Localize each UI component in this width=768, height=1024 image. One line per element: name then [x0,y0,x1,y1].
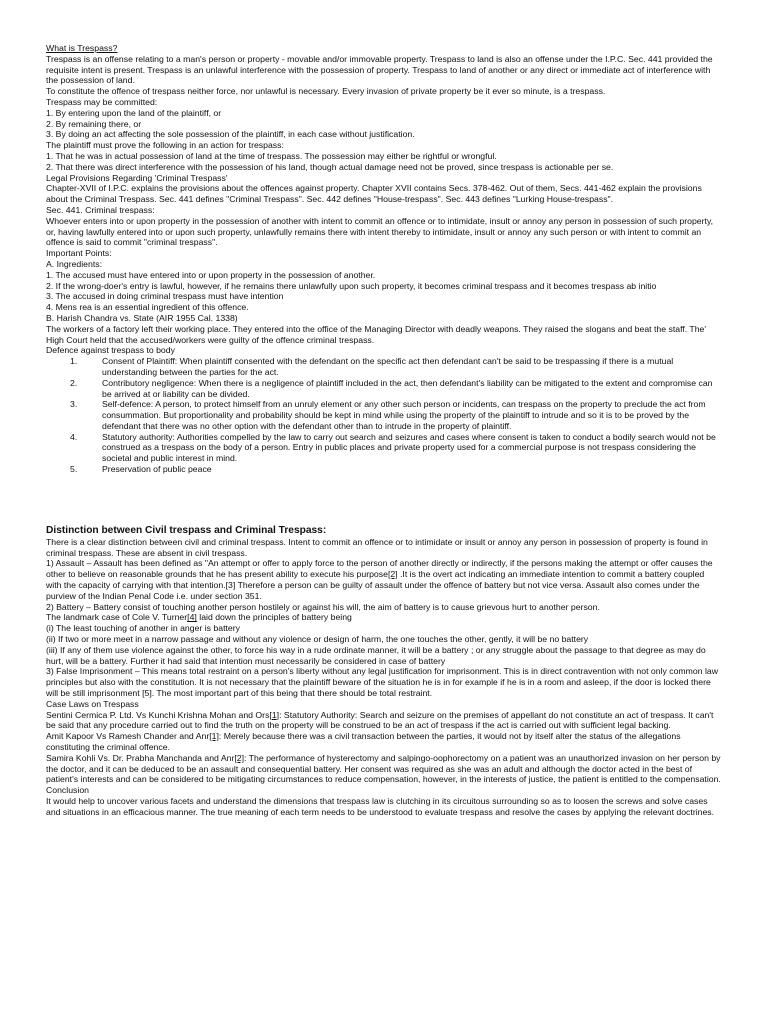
text-run: Amit Kapoor Vs Ramesh Chander and Anr [46,731,210,742]
list-item [46,356,722,378]
subheading: Defence against trespass to body [46,345,175,356]
list-item: 1. That he was in actual possession of land at the time of trespass. The possession may either be rightful or wrongful. [46,150,497,161]
footnote-link[interactable]: [1] [209,731,219,742]
document-page [46,43,722,818]
paragraph: Chapter-XVII of I.P.C. explains the provisions about the offences against property. Chapter XVII contains Secs. 378-462. Out of them, Secs. 441-462 explain the provisions about the Criminal Trespass. Sec. 441 defines "Criminal Trespass". Sec. 442 defines "House-trespass". Sec. 443 defines "Lurking House-trespass". [46,183,702,205]
list-item: 3. The accused in doing criminal trespass must have intention [46,291,284,302]
text-run: : Merely because there was a civil transaction between the parties, it would not by itself alter the status of the allegations constituting the criminal offence. [46,731,681,753]
footnote-link[interactable]: [2] [387,569,398,580]
list-number: 3. [70,399,78,410]
list-item: 2. That there was direct interference with the possession of his land, though actual damage need not be proved, since trespass is actionable per se. [46,161,614,172]
case-paragraph [46,731,722,753]
paragraph: Whoever enters into or upon property in the possession of another with intent to commit an offence or to intimidate, insult or annoy any person in possession of such property, or, having lawfully entered into or upon such property, unlawfully remains there with intent thereby to intimidate, insult or annoy any such person or with intent to commit an offence is said to commit "criminal trespass". [46,215,714,248]
list-item [46,378,722,400]
paragraph: The workers of a factory left their working place. They entered into the office of the Managing Director with deadly weapons. They raised the slogans and beat the staff. The' High Court held that the accused/workers were guilty of the offence criminal trespass. [46,323,707,345]
text-run: Therefore a person can be guilty of assault under the offence of battery but not vice versa. Assault also comes under the purview of the Indian Penal Code i.e. under section 351. [46,580,700,601]
list-item: (ii) If two or more meet in a narrow passage and without any violence or design of harm, the one touches the other, gently, it will be no battery [46,634,589,645]
section-spacer [46,475,722,524]
subheading: Important Points: [46,248,112,259]
text-run: : Statutory Authority: Search and seizure on the premises of appellant do not constitute an act of trespass. It can't be said that any procedure carried out to find the truth on the property will be construed to be an act of trespass if the act is carried out with sufficient legal backing. [46,709,714,731]
footnote-link[interactable]: [4] [187,612,197,623]
list-item: 4. Mens rea is an essential ingredient of this offence. [46,302,249,313]
text-run: 1) Assault – Assault has been defined as "An attempt or offer to apply force to the person of another directly or indirectly, if the persons making the attempt or offer causes the other to believe on reasonable grounds that he has present ability to execute his purpose [46,558,713,580]
case-citation: B. Harish Chandra vs. State (AIR 1955 Cal. 1338) [46,312,238,323]
subheading: Sec. 441. Criminal trespass: [46,204,155,215]
footnote-link[interactable]: [2] [234,752,245,763]
list-item: 1. The accused must have entered into or upon property in the possession of another. [46,269,376,280]
list-number: 5. [70,464,78,475]
list-item: 1. By entering upon the land of the plaintiff, or [46,107,222,118]
paragraph: It would help to uncover various facets and understand the dimensions that trespass law is clutching in its circuitous surrounding so as to loosen the screws and solve cases and situations in an efficacious manner. The true meaning of each term needs to be understood to evaluate trespass and resolve the cases by applying the relevant doctrines. [46,796,715,817]
list-item: 2. If the wrong-doer's entry is lawful, however, if he remains there unlawfully upon such property, it becomes criminal trespass and it becomes trespass ab initio [46,280,657,291]
list-text: Preservation of public peace [102,464,212,475]
list-item [46,432,722,464]
subheading: Case Laws on Trespass [46,698,139,709]
footnote-ref: [3] [225,580,236,591]
list-text: Statutory authority: Authorities compelled by the law to carry out search and seizures and cases where consent is taken to conduct a bodily search would not be construed as a trespass on the body of a person. Entry in public places and private property used for a commercial purpose is not trespass considering the societal and public interest in mind. [102,431,716,464]
paragraph: 3) False Imprisonment – This means total restraint on a person's liberty without any legal justification for imprisonment. This is in direct contravention with not only common law principles but also with the constitution. It is not necessary that the plaintiff beware of the situation he is in for example if he is in a room and asleep, if the door is locked there will be still imprisonment [5]. The most important part of this being that there should be total restraint. [46,666,719,699]
list-item: (iii) If any of them use violence against the other, to force his way in a rude ordinate manner, it will be a battery ; or any struggle about the passage to that degree as may do hurt, will be a battery. Further it had said that intention must necessarily be considered in case of battery [46,644,706,666]
case-paragraph [46,710,722,732]
list-item [46,399,722,431]
subheading: A. Ingredients: [46,258,103,269]
section-heading: Distinction between Civil trespass and Criminal Trespass: [46,524,327,536]
paragraph: 2) Battery – Battery consist of touching another person hostilely or against his will, the aim of battery is to cause grievous hurt to another person. [46,601,600,612]
subheading: Conclusion [46,785,89,796]
list-text: Contributory negligence: When there is a negligence of plaintiff included in the act, then defendant's liability can be mitigated to the extent and compromise can be arrived at or liability can be divided. [102,377,713,399]
text-run: : The performance of hysterectomy and salpingo-oophorectomy on a patient was an unauthorized invasion on her person by the doctor, and it can be deduced to be an assault and consequential battery. Her consent was required as she was an adult and although the doctor acted in the best of patient's interests and can be considered to be mitigating circumstances to reduce compensation, however, in the interests of justice, the patient is entitled to the compensation. [46,752,721,785]
footnote-link[interactable]: [1] [269,709,280,720]
paragraph: Trespass may be committed: [46,96,158,107]
paragraph: Trespass is an offense relating to a man's person or property - movable and/or immovable property. Trespass to land is also an offense under the I.P.C. Sec. 441 provided the requisite intent is present. Trespass is an unlawful interference with the possession of property. Trespass to land of another or any direct or immediate act of interference with the possession of land. [46,53,713,86]
paragraph: There is a clear distinction between civil and criminal trespass. Intent to commit an offence or to intimidate or insult or annoy any person in possession of property is found in criminal trespass. These are absent in civil trespass. [46,536,708,558]
text-run: The landmark case of Cole V. Turner [46,612,188,623]
paragraph: To constitute the offence of trespass neither force, nor unlawful is necessary. Every invasion of private property be it ever so minute, is a trespass. [46,86,606,97]
paragraph-assault [46,558,722,601]
text-run: Sentini Cermica P. Ltd. Vs Kunchi Krishna Mohan and Ors [46,709,270,720]
text-run: laid down the principles of battery being [196,612,352,623]
defence-list [46,356,722,475]
list-number: 2. [70,377,78,388]
list-item [46,464,722,475]
case-paragraph [46,753,722,785]
list-item: 3. By doing an act affecting the sole possession of the plaintiff, in each case without justification. [46,129,415,140]
list-text: Consent of Plaintiff: When plaintiff consented with the defendant on the specific act then defendant can't be said to be trespassing if there is a mutual understanding between the parties for the act. [102,356,674,377]
section-title: What is Trespass? [46,43,118,53]
list-item: 2. By remaining there, or [46,118,142,129]
list-item: (i) The least touching of another in anger is battery [46,623,240,634]
list-text: Self-defence: A person, to protect himself from an unruly element or any other such person or incidents, can trespass on the property to preclude the act from consummation. But proportionality and probability should be kept in mind while using the property of the plaintiff to intrude and so it is to be proved by the defendant that there was no other option with the defendant other than to intrude in the property of plaintiff. [102,399,706,431]
list-number: 4. [70,431,78,442]
text-run: Samira Kohli Vs. Dr. Prabha Manchanda and Anr [46,752,235,763]
paragraph: The plaintiff must prove the following in an action for trespass: [46,140,284,151]
text-run: .It is the overt act indicating an immediate intention to commit a battery coupled with the capacity of carrying with that intention. [46,569,705,591]
subheading: Legal Provisions Regarding 'Criminal Trespass' [46,172,228,183]
list-number: 1. [70,356,78,367]
paragraph-cole [46,612,722,623]
